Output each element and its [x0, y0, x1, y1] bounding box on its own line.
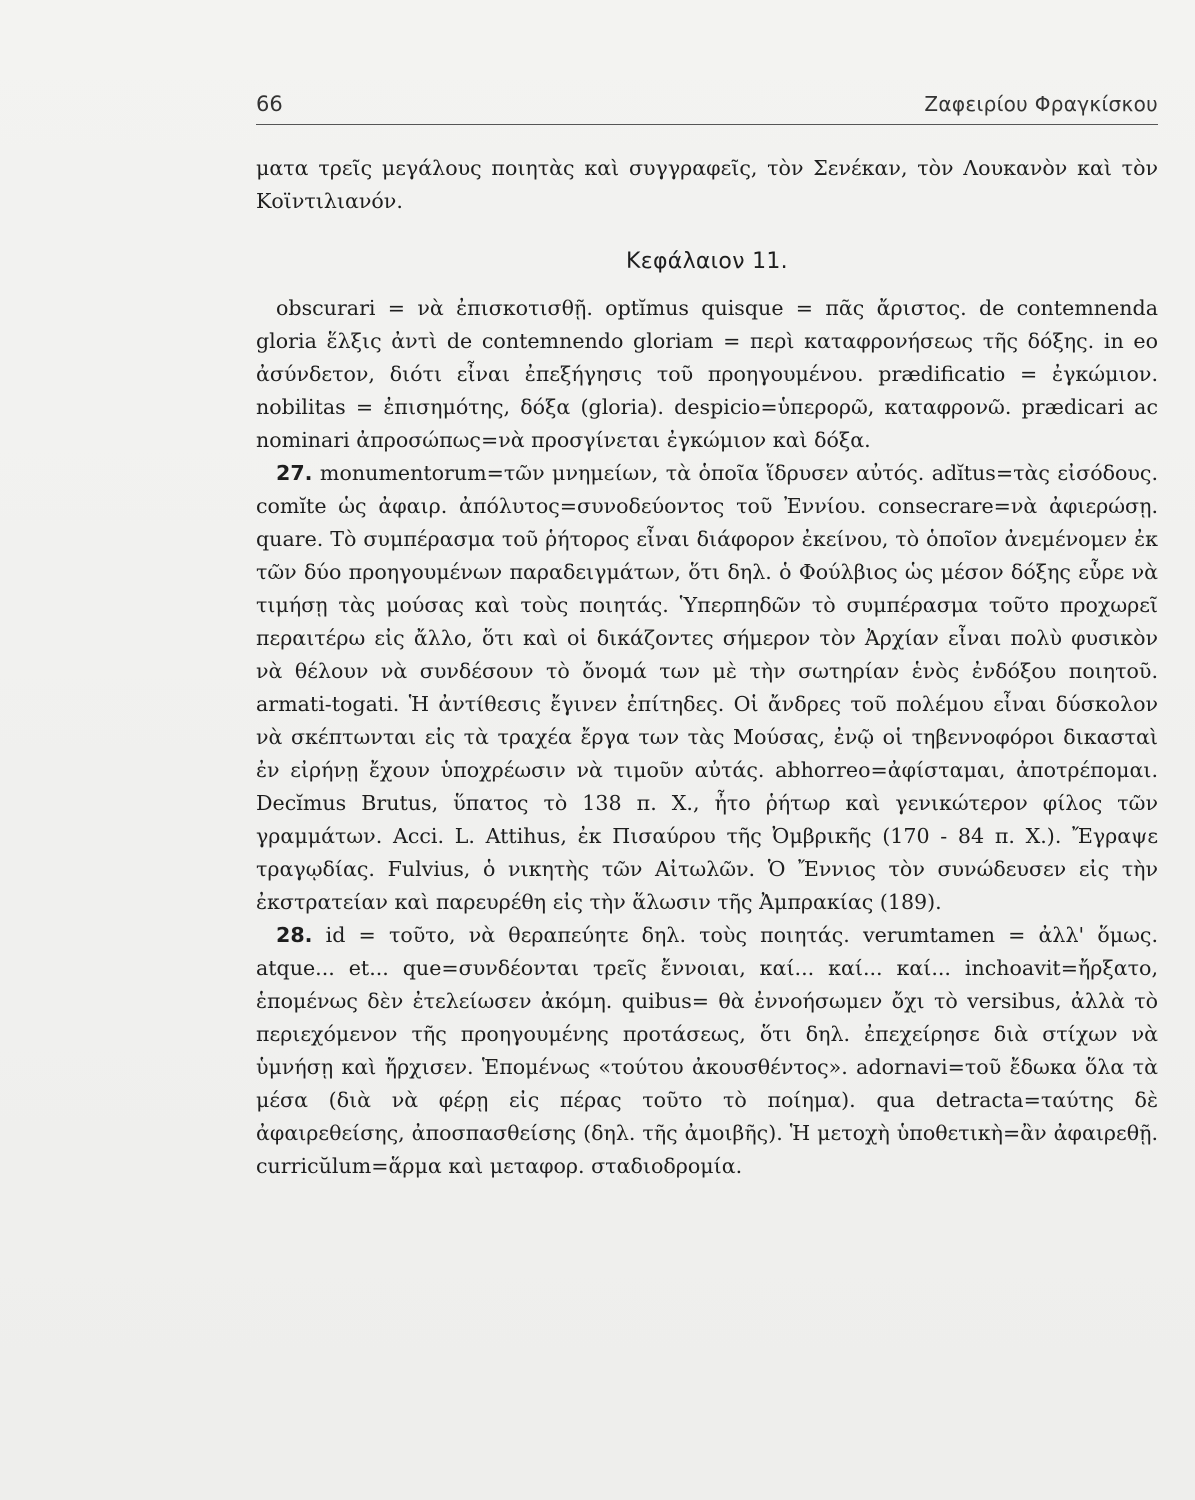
chapter-intro-paragraph: obscurari = νὰ ἐπισκοτισθῇ. optĭmus quisque = πᾶς ἄριστος. de contemnenda gloria ἕλξις ἀντὶ de contemnendo gloriam = περὶ καταφρονήσεως τῆς δόξης. in eo ἀσύνδετον, διότι εἶναι ἐπεξήγησις τοῦ προηγουμένου. prædificatio = ἐγκώμιον. nobilitas = ἐπισημότης, δόξα (gloria). despicio=ὑπερορῶ, καταφρονῶ. prædicari ac nominari ἀπροσώπως=νὰ προσγίνεται ἐγκώμιον καὶ δόξα.	[256, 296, 1158, 452]
section-number: 28.	[276, 923, 313, 947]
opening-paragraph: ματα τρεῖς μεγάλους ποιητὰς καὶ συγγραφεῖς, τὸν Σενέκαν, τὸν Λουκανὸν καὶ τὸν Κοϊντιλιανόν.	[256, 156, 1158, 213]
page-header	[256, 92, 1158, 125]
section-text: monumentorum=τῶν μνημείων, τὰ ὁποῖα ἵδρυσεν αὐτός. adĭtus=τὰς εἰσόδους. comĭte ὡς ἀφαιρ. ἀπόλυτος=συνοδεύοντος τοῦ Ἐννίου. consecrare=νὰ ἀφιερώσῃ. quare. Τὸ συμπέρασμα τοῦ ῥήτορος εἶναι διάφορον ἐκείνου, τὸ ὁποῖον ἀνεμένομεν ἐκ τῶν δύο προηγουμένων παραδειγμάτων, ὅτι δηλ. ὁ Φούλβιος ὡς μέσον δόξης εὗρε νὰ τιμήσῃ τὰς μούσας καὶ τοὺς ποιητάς. Ὑπερπηδῶν τὸ συμπέρασμα τοῦτο προχωρεῖ περαιτέρω εἰς ἄλλο, ὅτι καὶ οἱ δικάζοντες σήμερον τὸν Ἀρχίαν εἶναι πολὺ φυσικὸν νὰ θέλουν νὰ συνδέσουν τὸ ὄνομά των μὲ τὴν σωτηρίαν ἑνὸς ἐνδόξου ποιητοῦ. armati-togati. Ἡ ἀντίθεσις ἔγινεν ἐπίτηδες. Οἱ ἄνδρες τοῦ πολέμου εἶναι δύσκολον νὰ σκέπτωνται εἰς τὰ τραχέα ἔργα των τὰς Μούσας, ἐνῷ οἱ τηβεννοφόροι δικασταὶ ἐν εἰρήνῃ ἔχουν ὑποχρέωσιν νὰ τιμοῦν αὐτάς. abhorreo=ἀφίσταμαι, ἀποτρέπομαι. Decĭmus Brutus, ὕπατος τὸ 138 π. Χ., ἦτο ῥήτωρ καὶ γενικώτερον φίλος τῶν γραμμάτων. Acci. L. Attihus, ἐκ Πισαύρου τῆς Ὀμβρικῆς (170 - 84 π. Χ.). Ἔγραψε τραγῳδίας. Fulvius, ὁ νικητὴς τῶν Αἰτωλῶν. Ὁ Ἔννιος τὸν συνώδευσεν εἰς τὴν ἐκστρατείαν καὶ παρευρέθη εἰς τὴν ἅλωσιν τῆς Ἀμπρακίας (189).	[256, 461, 1158, 914]
section-paragraph-28	[256, 919, 1158, 1183]
section-text: id = τοῦτο, νὰ θεραπεύητε δηλ. τοὺς ποιητάς. verumtamen = ἀλλ' ὅμως. atque... et... que=συνδέονται τρεῖς ἔννοιαι, καί... καί... καί... inchoavit=ἤρξατο, ἑπομένως δὲν ἐτελείωσεν ἀκόμη. quibus= θὰ ἐννοήσωμεν ὄχι τὸ versibus, ἀλλὰ τὸ περιεχόμενον τῆς προηγουμένης προτάσεως, ὅτι δηλ. ἐπεχείρησε διὰ στίχων νὰ ὑμνήσῃ καὶ ἤρχισεν. Ἑπομένως «τούτου ἀκουσθέντος». adornavi=τοῦ ἔδωκα ὅλα τὰ μέσα (διὰ νὰ φέρῃ εἰς πέρας τοῦτο τὸ ποίημα). qua detracta=ταύτης δὲ ἀφαιρεθείσης, ἀποσπασθείσης (δηλ. τῆς ἀμοιβῆς). Ἡ μετοχὴ ὑποθετικὴ=ἂν ἀφαιρεθῇ. curricŭlum=ἅρμα καὶ μεταφορ. σταδιοδρομία.	[256, 923, 1158, 1178]
page-number: 66	[256, 92, 283, 116]
chapter-title: Κεφάλαιον 11.	[626, 249, 788, 274]
section-paragraph-27	[256, 457, 1158, 919]
body-text	[256, 152, 1158, 1183]
running-title: Ζαφειρίου Φραγκίσκου	[924, 92, 1158, 116]
section-number: 27.	[276, 461, 313, 485]
